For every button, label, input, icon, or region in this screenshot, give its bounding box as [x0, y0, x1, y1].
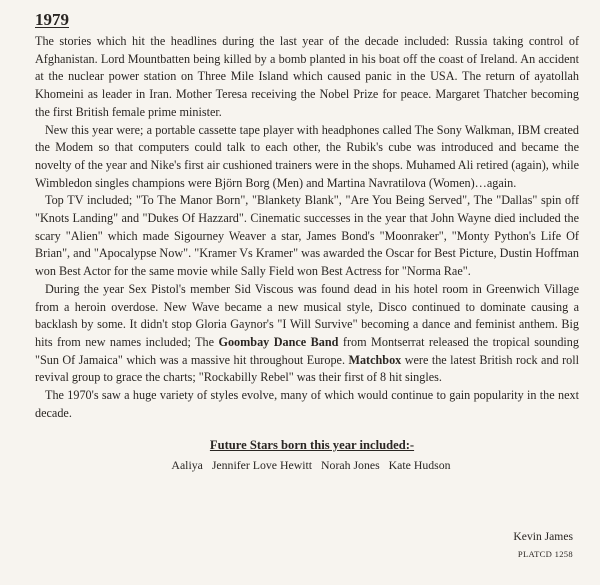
text-segment: from Montserrat released the tropical sounding "Sun Of Jamaica" which was a massive hit throughout Europe.: [35, 334, 579, 367]
future-stars-list: [35, 456, 579, 474]
text-segment: Top TV included; "To The Manor Born", "Blankety Blank", "Are You Being Served", The "Dallas" spin off "Knots Landing" and "Dukes Of Hazzard". Cinematic successes in the year that John Wayne died included the scary "Alien" which made Sigourney Weaver a star, James Bond's "Moonraker", "Monty Python's Life Of Brian", and "Apocalypse Now". "Kramer Vs Kramer" was awarded the Oscar for Best Picture, Dustin Hoffman won Best Actor for the same movie while Sally Field won Best Actress for "Norma Rae".: [35, 193, 579, 279]
future-star-name: Jennifer Love Hewitt: [211, 458, 313, 473]
paragraph-p2: [35, 122, 579, 193]
paragraph-p4: [35, 281, 579, 387]
future-stars-heading: Future Stars born this year included:-: [209, 438, 415, 453]
text-segment: The stories which hit the headlines during the last year of the decade included: Russia taking control of Afghanistan. Lord Mountbatten being killed by a bomb planted in his boat off the coast of Ireland. An accident at the nuclear power station on Three Mile Island which caused panic in the USA. The return of ayatollah Khomeini as leader in Iran. Mother Teresa receiving the Nobel Prize for peace. Margaret Thatcher becoming the first British female prime minister.: [35, 34, 579, 119]
paragraph-p5: [35, 387, 579, 422]
future-star-name: Norah Jones: [321, 458, 380, 473]
future-star-name: Kate Hudson: [388, 458, 451, 473]
bold-name: Goombay Dance Band: [218, 334, 339, 349]
article-body: [35, 33, 579, 422]
text-segment: During the year Sex Pistol's member Sid Viscous was found dead in his hotel room in Greenwich Village from a heroin overdose. New Wave became a new musical style, Disco continued to dominate causing a backlash by some. It didn't stop Gloria Gaynor's "I Will Survive" becoming a dance and feminist anthem. Big hits from new names included; The: [35, 281, 579, 349]
author-signature: Kevin James: [513, 530, 573, 543]
paragraph-p1: [35, 33, 579, 122]
future-star-name: Aaliya: [171, 458, 203, 473]
text-segment: were the latest British rock and roll revival group to grace the charts; "Rockabilly Rebel" was their first of 8 hit singles.: [35, 352, 580, 385]
text-segment: New this year were; a portable cassette tape player with headphones called The Sony Walkman, IBM created the Modem so that computers could talk to each other, the Rubik's cube was introduced and became the novelty of the year and Nike's first air cushioned trainers were in the shops. Muhamed Ali retired (again), while Wimbledon singles champions were Björn Borg (Men) and Martina Navratilova (Women)…again.: [35, 122, 579, 190]
text-segment: The 1970's saw a huge variety of styles evolve, many of which would continue to gain popularity in the next decade.: [35, 388, 579, 420]
year-heading: 1979: [35, 10, 69, 29]
paragraph-p3: [35, 192, 579, 281]
catalog-number: PLATCD 1258: [517, 549, 573, 559]
bold-name: Matchbox: [348, 352, 402, 367]
